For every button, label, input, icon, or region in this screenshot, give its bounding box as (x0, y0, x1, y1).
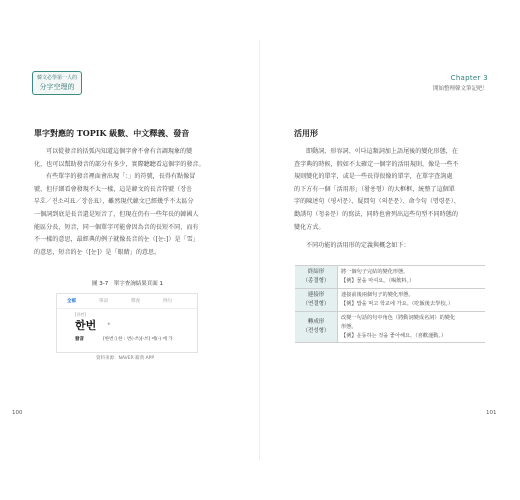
table-row (295, 265, 485, 288)
definition: 將一個句子完結的變化形態。 (341, 269, 409, 275)
text-line: 即動詞、形容詞、이다這類詞加上語尾後的變化形態，在 (306, 148, 458, 155)
text-line: 一個詞到底是長音還是短音了，但現在仍有一些年長的韓國人 (34, 210, 199, 218)
intro-line: 不同功能的活用形的定義與概念如下： (306, 242, 410, 249)
pronunciation-label: 發音 (75, 337, 84, 342)
term-korean: （연결형） (302, 301, 330, 307)
tab-line-1: 韓文必學第一人的 (36, 75, 77, 81)
text-line: 부호／진소리표／장음표），雖然現代韓文已經幾乎不太區分 (34, 198, 194, 206)
body-paragraph (294, 146, 488, 234)
page-number-left: 100 (12, 410, 23, 416)
term-cell (295, 289, 338, 311)
headword: 한번 (75, 319, 97, 332)
figure-screenshot (56, 293, 198, 353)
term-name: 終結形 (307, 269, 325, 275)
definition: 連接前後兩個句子的變化形態。 (341, 292, 414, 298)
text-line: 的意思，短音的눈（[눈]）是「眼睛」的意思。 (34, 248, 161, 256)
text-line: 化，也可以幫助發音的部分有多少，實際聽聽看這個字的發音。 (34, 160, 205, 168)
definition-cont: 形態。 (341, 324, 357, 330)
table-row (295, 311, 485, 343)
word-hanja: [한번] (75, 312, 86, 317)
star-icon[interactable]: ★ (107, 321, 111, 326)
text-line: 號，但仔細看會發現不太一樣，這是韓文的長音符號（장음 (34, 185, 193, 193)
text-line: 勸誘句（청유문）的寫法，同時也會列出這些句型不同時態的 (294, 210, 458, 218)
text-line: 查字典的時候，假如不太確定一個字的活用規則，像是一些不 (294, 160, 459, 168)
pronunciation-text: [한번:] 한 : 번(-쓰)[-쓰] 에(-) 에 가 (103, 337, 173, 342)
chapter-subtitle: 開始整理韓文筆記吧！ (432, 86, 488, 92)
term-cell (295, 266, 338, 288)
text-line: 字的陳述句（평서문）、疑問句（의문문）、命令句（명령문）、 (294, 198, 460, 206)
tab-all[interactable]: 全部 (67, 299, 76, 304)
tab-line-2: 分字空理的 (39, 83, 75, 91)
figure-tabs (61, 296, 193, 308)
text-line: 規則變化的單字，或是一些長得很像的單字，在單字查詢處 (294, 173, 453, 181)
text-line: 變化方式。 (294, 223, 325, 231)
figure-caption: 圖 3-7 單字查詢結果頁面 1 (92, 281, 163, 287)
tab-meaning[interactable]: 釋義 (131, 299, 140, 304)
page-number-right: 101 (486, 410, 497, 416)
term-korean: （종결형） (302, 278, 330, 284)
section-title: 活用形 (294, 128, 318, 138)
figure-divider (57, 308, 197, 309)
term-name: 轉成形 (307, 319, 325, 325)
table-row (295, 288, 485, 311)
text-line: 有些單字的發音裡面會出現「：」的符號，長得有點像冒 (46, 173, 196, 181)
example: 【例】밥을 먹고 학교에 가요。（吃飯後去學校。） (341, 301, 454, 307)
example: 【例】운동하는 것을 좋아해요。（喜歡運動。） (341, 333, 447, 339)
definition: 改變一句話的句中角色（將動詞變成名詞）的變化 (341, 315, 456, 321)
term-name: 連接形 (307, 292, 325, 298)
tab-word[interactable]: 單詞 (99, 299, 108, 304)
right-page (260, 0, 520, 500)
tab-example[interactable]: 例句 (163, 299, 172, 304)
section-title: 單字對應的 TOPIK 級數、中文釋義、發音 (34, 128, 190, 138)
example: 【例】물을 마셔요。（喝飲料。） (341, 278, 415, 284)
text-line: 不一樣的意思，最經典的例子就像長音的눈（[눈:]）是「雪」 (34, 236, 199, 244)
text-line: 的下方有一個「活用形」（활용형）的大框框，統整了這個單 (294, 185, 455, 193)
text-line: 可以從發音的括弧內知道這個字會不會有音調現象的變 (46, 148, 193, 155)
text-line: 能區分長、短音，同一個單字可能會因為音的長短不同，而有 (34, 223, 199, 231)
chapter-tab (32, 71, 82, 95)
term-cell (295, 312, 338, 342)
body-paragraph (34, 146, 230, 259)
figure-source: 資料來源：NAVER 辭典 APP (96, 356, 155, 361)
term-korean: （전성형） (302, 328, 330, 334)
chapter-label: Chapter 3 (450, 74, 488, 82)
